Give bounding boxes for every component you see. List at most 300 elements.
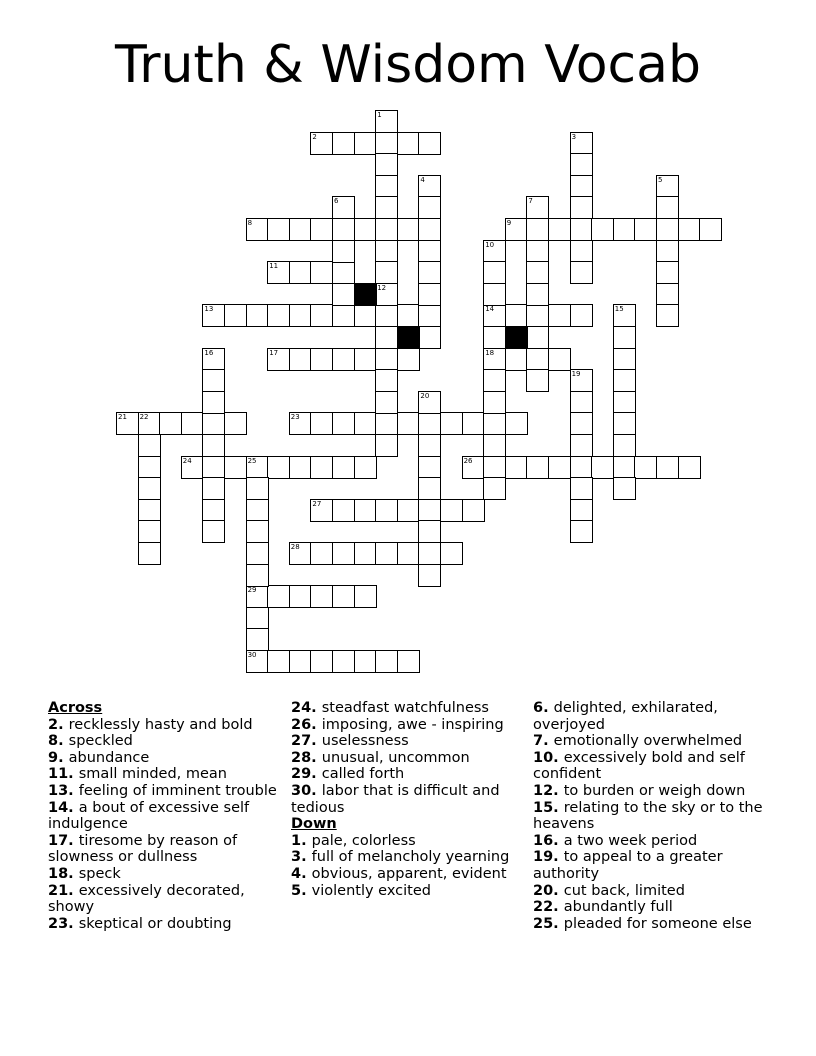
clue xyxy=(48,733,280,750)
grid-cell[interactable] xyxy=(505,456,528,479)
grid-cell[interactable] xyxy=(418,196,441,219)
clue xyxy=(533,733,765,750)
grid-cell[interactable] xyxy=(375,132,398,155)
grid-cell[interactable] xyxy=(354,132,377,155)
clue-column-1 xyxy=(48,700,280,932)
clue-text: excessively bold and self confident xyxy=(533,749,745,783)
grid-cell[interactable] xyxy=(483,369,506,392)
clue xyxy=(533,750,765,783)
grid-cell[interactable] xyxy=(678,218,701,241)
grid-cell[interactable] xyxy=(570,175,593,198)
grid-cell[interactable] xyxy=(418,456,441,479)
clue-number: 18 xyxy=(485,348,495,357)
grid-cell[interactable] xyxy=(440,542,463,565)
grid-cell[interactable] xyxy=(613,391,636,414)
grid-cell[interactable] xyxy=(202,391,225,414)
clue-number-label: 16. xyxy=(533,832,564,849)
grid-cell[interactable] xyxy=(483,412,506,435)
grid-cell[interactable] xyxy=(289,585,312,608)
clue xyxy=(533,916,765,933)
clue xyxy=(291,750,523,767)
grid-cell[interactable] xyxy=(289,412,312,435)
grid-cell[interactable] xyxy=(397,304,420,327)
grid-cell[interactable] xyxy=(397,412,420,435)
grid-cell[interactable] xyxy=(613,477,636,500)
clue-column-3 xyxy=(533,700,765,932)
grid-cell[interactable] xyxy=(483,304,506,327)
clue xyxy=(48,883,280,916)
grid-cell[interactable] xyxy=(375,110,398,133)
grid-cell[interactable] xyxy=(332,261,355,284)
grid-cell[interactable] xyxy=(526,283,549,306)
grid-cell[interactable] xyxy=(656,196,679,219)
clue xyxy=(533,783,765,800)
grid-cell[interactable] xyxy=(246,477,269,500)
grid-cell[interactable] xyxy=(570,412,593,435)
clue-number: 27 xyxy=(312,499,322,508)
clue-text: obvious, apparent, evident xyxy=(311,865,507,882)
grid-cell[interactable] xyxy=(310,218,333,241)
clue-number: 23 xyxy=(290,413,300,422)
grid-cell[interactable] xyxy=(570,240,593,263)
grid-cell[interactable] xyxy=(310,132,333,155)
grid-cell[interactable] xyxy=(138,542,161,565)
clue-section-header: Down xyxy=(291,816,337,833)
grid-cell[interactable] xyxy=(375,261,398,284)
grid-cell[interactable] xyxy=(310,261,333,284)
grid-cell[interactable] xyxy=(332,456,355,479)
grid-cell[interactable] xyxy=(440,499,463,522)
clue-text: imposing, awe - inspiring xyxy=(321,716,504,733)
grid-cell[interactable] xyxy=(332,412,355,435)
grid-cell[interactable] xyxy=(397,132,420,155)
grid-cell[interactable] xyxy=(354,542,377,565)
grid-cell[interactable] xyxy=(548,456,571,479)
grid-cell[interactable] xyxy=(246,499,269,522)
clue-number: 19 xyxy=(571,370,581,379)
grid-cell[interactable] xyxy=(332,283,355,306)
grid-cell[interactable] xyxy=(202,369,225,392)
grid-cell[interactable] xyxy=(267,348,290,371)
clue-number-label: 11. xyxy=(48,766,79,783)
grid-cell[interactable] xyxy=(483,240,506,263)
grid-cell[interactable] xyxy=(332,542,355,565)
grid-cell[interactable] xyxy=(418,564,441,587)
grid-cell[interactable] xyxy=(375,240,398,263)
grid-cell[interactable] xyxy=(526,218,549,241)
grid-cell[interactable] xyxy=(246,218,269,241)
grid-cell[interactable] xyxy=(483,391,506,414)
grid-cell[interactable] xyxy=(375,304,398,327)
grid-cell[interactable] xyxy=(613,434,636,457)
clue-text: full of melancholy yearning xyxy=(311,849,510,866)
grid-cell[interactable] xyxy=(289,456,312,479)
grid-cell[interactable] xyxy=(418,218,441,241)
grid-cell[interactable] xyxy=(591,456,614,479)
grid-cell[interactable] xyxy=(483,477,506,500)
clue-number: 1 xyxy=(377,111,382,119)
grid-cell[interactable] xyxy=(246,304,269,327)
grid-cell[interactable] xyxy=(483,261,506,284)
grid-cell[interactable] xyxy=(570,456,593,479)
clue-text: a two week period xyxy=(563,832,698,849)
grid-cell[interactable] xyxy=(310,542,333,565)
grid-cell[interactable] xyxy=(699,218,722,241)
clue-number: 2 xyxy=(312,132,317,141)
grid-cell[interactable] xyxy=(526,369,549,392)
clue-number: 9 xyxy=(506,219,512,227)
grid-cell[interactable] xyxy=(397,499,420,522)
clue-number: 30 xyxy=(247,651,257,659)
clue-number: 25 xyxy=(247,456,257,465)
grid-cell[interactable] xyxy=(613,218,636,241)
grid-cell[interactable] xyxy=(332,650,355,673)
grid-cell[interactable] xyxy=(289,261,312,284)
clue xyxy=(291,866,523,883)
clue-number-label: 2. xyxy=(48,716,69,733)
grid-cell[interactable] xyxy=(505,348,528,371)
grid-cell[interactable] xyxy=(570,369,593,392)
grid-cell[interactable] xyxy=(375,218,398,241)
clue xyxy=(533,800,765,833)
grid-cell[interactable] xyxy=(224,456,247,479)
grid-cell[interactable] xyxy=(418,477,441,500)
grid-cell[interactable] xyxy=(332,304,355,327)
grid-cell[interactable] xyxy=(526,240,549,263)
grid-cell[interactable] xyxy=(418,412,441,435)
grid-cell[interactable] xyxy=(462,499,485,522)
grid-cell[interactable] xyxy=(202,477,225,500)
clue-number-label: 4. xyxy=(291,865,312,882)
clue-text: abundance xyxy=(68,749,150,766)
grid-cell[interactable] xyxy=(202,456,225,479)
grid-cell[interactable] xyxy=(440,412,463,435)
grid-cell[interactable] xyxy=(116,412,139,435)
grid-cell[interactable] xyxy=(613,348,636,371)
grid-cell[interactable] xyxy=(202,499,225,522)
grid-cell[interactable] xyxy=(375,326,398,349)
clue-number-label: 1. xyxy=(291,832,312,849)
grid-cell[interactable] xyxy=(526,261,549,284)
grid-cell[interactable] xyxy=(656,240,679,263)
grid-cell[interactable] xyxy=(310,650,333,673)
clue xyxy=(291,700,523,717)
grid-cell[interactable] xyxy=(397,218,420,241)
grid-cell[interactable] xyxy=(310,348,333,371)
grid-cell[interactable] xyxy=(267,261,290,284)
grid-cell[interactable] xyxy=(289,542,312,565)
clue-number-label: 25. xyxy=(533,915,564,932)
grid-cell[interactable] xyxy=(332,585,355,608)
grid-cell[interactable] xyxy=(181,412,204,435)
grid-cell[interactable] xyxy=(613,456,636,479)
blocked-cell xyxy=(397,326,420,349)
grid-cell[interactable] xyxy=(310,412,333,435)
clue-number-label: 12. xyxy=(533,782,564,799)
grid-cell[interactable] xyxy=(418,434,441,457)
grid-cell[interactable] xyxy=(267,304,290,327)
grid-cell[interactable] xyxy=(354,348,377,371)
grid-cell[interactable] xyxy=(678,456,701,479)
grid-cell[interactable] xyxy=(375,499,398,522)
clue-number-label: 23. xyxy=(48,915,79,932)
grid-cell[interactable] xyxy=(656,304,679,327)
grid-cell[interactable] xyxy=(570,520,593,543)
clue-column-2 xyxy=(291,700,523,899)
grid-cell[interactable] xyxy=(354,218,377,241)
clue-number: 26 xyxy=(463,456,473,465)
grid-cell[interactable] xyxy=(570,196,593,219)
clue-number-label: 6. xyxy=(533,700,554,716)
clue-text: pale, colorless xyxy=(311,832,416,849)
grid-cell[interactable] xyxy=(267,456,290,479)
grid-cell[interactable] xyxy=(310,456,333,479)
grid-cell[interactable] xyxy=(418,304,441,327)
grid-cell[interactable] xyxy=(310,585,333,608)
grid-cell[interactable] xyxy=(570,477,593,500)
clue-number-label: 30. xyxy=(291,782,322,799)
grid-cell[interactable] xyxy=(375,650,398,673)
grid-cell[interactable] xyxy=(138,456,161,479)
clue xyxy=(48,866,280,883)
blocked-cell xyxy=(505,326,528,349)
grid-cell[interactable] xyxy=(591,218,614,241)
grid-cell[interactable] xyxy=(570,153,593,176)
clue-number-label: 5. xyxy=(291,882,312,899)
grid-cell[interactable] xyxy=(418,326,441,349)
grid-cell[interactable] xyxy=(505,412,528,435)
clue xyxy=(533,700,765,733)
grid-cell[interactable] xyxy=(418,175,441,198)
grid-cell[interactable] xyxy=(570,261,593,284)
grid-cell[interactable] xyxy=(483,326,506,349)
grid-cell[interactable] xyxy=(375,175,398,198)
grid-cell[interactable] xyxy=(289,650,312,673)
grid-cell[interactable] xyxy=(526,196,549,219)
clue-number-label: 13. xyxy=(48,782,79,799)
grid-cell[interactable] xyxy=(224,412,247,435)
grid-cell[interactable] xyxy=(418,283,441,306)
grid-cell[interactable] xyxy=(656,283,679,306)
grid-cell[interactable] xyxy=(267,585,290,608)
clue-text: delighted, exhilarated, overjoyed xyxy=(533,700,718,733)
grid-cell[interactable] xyxy=(375,391,398,414)
grid-cell[interactable] xyxy=(332,132,355,155)
grid-cell[interactable] xyxy=(656,218,679,241)
grid-cell[interactable] xyxy=(354,585,377,608)
clue-number-label: 3. xyxy=(291,849,312,866)
grid-cell[interactable] xyxy=(570,304,593,327)
clue-number-label: 10. xyxy=(533,749,564,766)
grid-cell[interactable] xyxy=(138,477,161,500)
clue-number-label: 24. xyxy=(291,700,322,716)
grid-cell[interactable] xyxy=(656,261,679,284)
grid-cell[interactable] xyxy=(526,348,549,371)
clue-number-label: 14. xyxy=(48,799,79,816)
clue-text: a bout of excessive self indulgence xyxy=(48,799,250,833)
grid-cell[interactable] xyxy=(526,326,549,349)
grid-cell[interactable] xyxy=(418,542,441,565)
clue xyxy=(533,883,765,900)
grid-cell[interactable] xyxy=(202,520,225,543)
grid-cell[interactable] xyxy=(202,434,225,457)
clue xyxy=(291,849,523,866)
grid-cell[interactable] xyxy=(483,348,506,371)
grid-cell[interactable] xyxy=(354,412,377,435)
grid-cell[interactable] xyxy=(289,218,312,241)
grid-cell[interactable] xyxy=(246,520,269,543)
grid-cell[interactable] xyxy=(202,412,225,435)
grid-cell[interactable] xyxy=(613,304,636,327)
grid-cell[interactable] xyxy=(375,412,398,435)
grid-cell[interactable] xyxy=(332,218,355,241)
grid-cell[interactable] xyxy=(570,391,593,414)
clue-text: emotionally overwhelmed xyxy=(553,733,743,750)
grid-cell[interactable] xyxy=(246,564,269,587)
grid-cell[interactable] xyxy=(613,369,636,392)
clue-number: 7 xyxy=(528,197,533,206)
grid-cell[interactable] xyxy=(397,348,420,371)
grid-cell[interactable] xyxy=(246,628,269,651)
grid-cell[interactable] xyxy=(138,412,161,435)
grid-cell[interactable] xyxy=(354,650,377,673)
grid-cell[interactable] xyxy=(354,304,377,327)
grid-cell[interactable] xyxy=(418,520,441,543)
clue xyxy=(291,766,523,783)
grid-cell[interactable] xyxy=(634,218,657,241)
clue-number-label: 21. xyxy=(48,882,79,899)
grid-cell[interactable] xyxy=(354,499,377,522)
clue-number-label: 29. xyxy=(291,766,322,783)
grid-cell[interactable] xyxy=(418,132,441,155)
grid-cell[interactable] xyxy=(483,283,506,306)
clue-number-label: 17. xyxy=(48,832,79,849)
clue-number: 8 xyxy=(247,219,253,227)
clue xyxy=(48,783,280,800)
grid-cell[interactable] xyxy=(289,304,312,327)
grid-cell[interactable] xyxy=(418,240,441,263)
grid-cell[interactable] xyxy=(548,304,571,327)
grid-cell[interactable] xyxy=(246,542,269,565)
clue-number: 3 xyxy=(571,132,577,141)
clue-text: labor that is difficult and tedious xyxy=(291,782,500,816)
grid-cell[interactable] xyxy=(159,412,182,435)
grid-cell[interactable] xyxy=(310,499,333,522)
clue-number-label: 28. xyxy=(291,749,322,766)
grid-cell[interactable] xyxy=(418,391,441,414)
clue-number-label: 19. xyxy=(533,849,564,866)
grid-cell[interactable] xyxy=(526,456,549,479)
grid-cell[interactable] xyxy=(505,218,528,241)
grid-cell[interactable] xyxy=(138,499,161,522)
grid-cell[interactable] xyxy=(462,456,485,479)
grid-cell[interactable] xyxy=(375,283,398,306)
grid-cell[interactable] xyxy=(526,304,549,327)
grid-cell[interactable] xyxy=(375,369,398,392)
clue-number: 29 xyxy=(247,586,257,595)
clue xyxy=(533,899,765,916)
grid-cell[interactable] xyxy=(483,456,506,479)
grid-cell[interactable] xyxy=(656,175,679,198)
grid-cell[interactable] xyxy=(246,650,269,673)
grid-cell[interactable] xyxy=(246,585,269,608)
grid-cell[interactable] xyxy=(375,434,398,457)
grid-cell[interactable] xyxy=(613,326,636,349)
grid-cell[interactable] xyxy=(418,499,441,522)
clue xyxy=(291,733,523,750)
grid-cell[interactable] xyxy=(332,348,355,371)
grid-cell[interactable] xyxy=(354,456,377,479)
grid-cell[interactable] xyxy=(418,261,441,284)
clue xyxy=(48,766,280,783)
clue-number: 13 xyxy=(204,305,214,314)
grid-cell[interactable] xyxy=(181,456,204,479)
grid-cell[interactable] xyxy=(548,348,571,371)
grid-cell[interactable] xyxy=(570,132,593,155)
clue-text: cut back, limited xyxy=(563,882,685,899)
clue xyxy=(291,883,523,900)
clue-number: 5 xyxy=(658,175,663,184)
grid-cell[interactable] xyxy=(289,348,312,371)
clue-text: feeling of imminent trouble xyxy=(78,782,277,799)
clue-number: 24 xyxy=(182,456,192,465)
clue-number: 12 xyxy=(377,283,387,292)
clue-text: speckled xyxy=(68,733,133,750)
clue-text: to appeal to a greater authority xyxy=(533,849,723,882)
clue-number: 21 xyxy=(118,413,127,422)
grid-cell[interactable] xyxy=(138,520,161,543)
grid-cell[interactable] xyxy=(267,650,290,673)
grid-cell[interactable] xyxy=(375,542,398,565)
grid-cell[interactable] xyxy=(570,434,593,457)
grid-cell[interactable] xyxy=(397,650,420,673)
grid-cell[interactable] xyxy=(656,456,679,479)
clue-text: violently excited xyxy=(311,882,431,899)
clue-text: tiresome by reason of slowness or dullness xyxy=(48,832,238,866)
grid-cell[interactable] xyxy=(332,499,355,522)
grid-cell[interactable] xyxy=(462,412,485,435)
grid-cell[interactable] xyxy=(267,218,290,241)
grid-cell[interactable] xyxy=(202,348,225,371)
grid-cell[interactable] xyxy=(570,499,593,522)
clue xyxy=(291,717,523,734)
grid-cell[interactable] xyxy=(310,304,333,327)
grid-cell[interactable] xyxy=(548,218,571,241)
clue-text: pleaded for someone else xyxy=(563,915,752,932)
grid-cell[interactable] xyxy=(375,348,398,371)
grid-cell[interactable] xyxy=(613,412,636,435)
grid-cell[interactable] xyxy=(332,240,355,263)
grid-cell[interactable] xyxy=(332,196,355,219)
grid-cell[interactable] xyxy=(634,456,657,479)
grid-cell[interactable] xyxy=(375,153,398,176)
grid-cell[interactable] xyxy=(246,607,269,630)
grid-cell[interactable] xyxy=(570,218,593,241)
clue-text: relating to the sky or to the heavens xyxy=(533,799,763,833)
grid-cell[interactable] xyxy=(505,304,528,327)
clue xyxy=(291,783,523,816)
grid-cell[interactable] xyxy=(375,196,398,219)
clue-text: uselessness xyxy=(321,733,409,750)
clue-text: speck xyxy=(78,865,121,882)
grid-cell[interactable] xyxy=(246,456,269,479)
grid-cell[interactable] xyxy=(202,304,225,327)
grid-cell[interactable] xyxy=(224,304,247,327)
grid-cell[interactable] xyxy=(397,542,420,565)
grid-cell[interactable] xyxy=(138,434,161,457)
clue xyxy=(48,717,280,734)
grid-cell[interactable] xyxy=(483,434,506,457)
